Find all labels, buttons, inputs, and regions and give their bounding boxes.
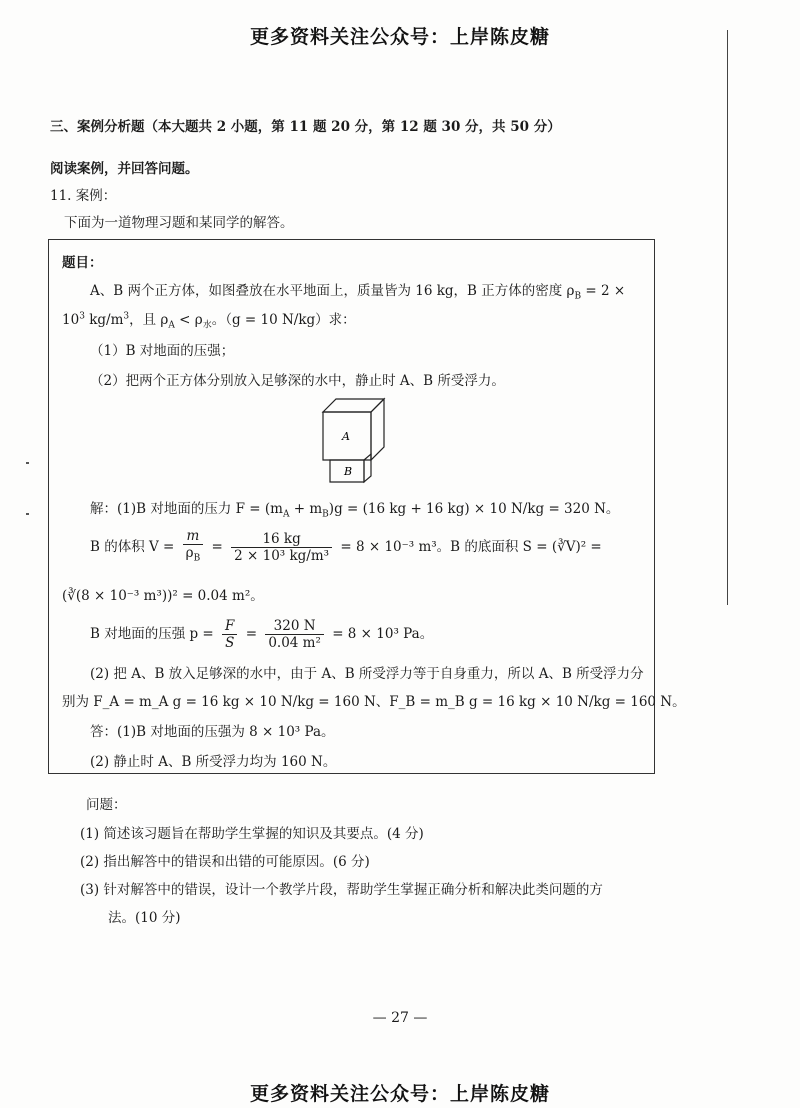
solution-line5: (2) 把 A、B 放入足够深的水中，由于 A、B 所受浮力等于自身重力，所以 A、B 所受浮力分	[90, 666, 644, 682]
question-1: (1) 简述该习题旨在帮助学生掌握的知识及其要点。(4 分)	[80, 826, 424, 842]
cube-b-label: B	[344, 465, 353, 478]
instruction: 阅读案例，并回答问题。	[50, 161, 199, 177]
solution-line3: (∛(8 × 10⁻³ m³))² = 0.04 m²。	[62, 588, 264, 604]
answer-line1: 答：(1)B 对地面的压强为 8 × 10³ Pa。	[90, 724, 335, 740]
right-margin-line	[727, 30, 728, 605]
header-banner: 更多资料关注公众号：上岸陈皮糖	[249, 26, 550, 48]
problem-q1: （1）B 对地面的压强；	[90, 343, 235, 359]
question-3-line2: 法。(10 分)	[108, 910, 181, 926]
stacked-cubes-figure	[318, 394, 388, 484]
question-3-line1: (3) 针对解答中的错误，设计一个教学片段，帮助学生掌握正确分析和解决此类问题的方	[80, 882, 603, 898]
fraction-320n: $\frac{320 N}{\text{0.04 m²}}$	[265, 618, 324, 651]
cube-a-label: A	[342, 430, 350, 443]
page-number: — 27 —	[372, 1010, 428, 1026]
solution-line6: 别为 F_A = m_A g = 16 kg × 10 N/kg = 160 N、F_B = m_B g = 16 kg × 10 N/kg = 160 N。	[62, 694, 686, 710]
case-intro: 下面为一道物理习题和某同学的解答。	[64, 215, 294, 231]
solution-line1: 解：(1)B 对地面的压力 $F = (m_A + m_B)g = (16$ kg + 16 kg) × 10 N/kg = 320 N。	[90, 501, 620, 520]
question-2: (2) 指出解答中的错误和出错的可能原因。(6 分)	[80, 854, 370, 870]
footer-banner: 更多资料关注公众号：上岸陈皮糖	[249, 1083, 550, 1105]
fraction-m-over-rho: $\frac{m}{\rho_B}$	[183, 528, 204, 567]
scan-speck	[26, 462, 29, 464]
fraction-16kg: $\frac{16 kg}{\text{2 × 10³ kg/m³}}$	[231, 531, 332, 564]
problem-stem-line1: A、B 两个正方体，如图叠放在水平地面上，质量皆为 16 kg，B 正方体的密度 $\rho_B = 2$ ×	[90, 283, 626, 302]
answer-line2: (2) 静止时 A、B 所受浮力均为 160 N。	[90, 754, 337, 770]
case-label: 11. 案例：	[50, 188, 117, 204]
section-title: 三、案例分析题（本大题共 2 小题，第 11 题 20 分，第 12 题 30 分，共 50 分）	[50, 119, 561, 135]
questions-heading: 问题：	[86, 797, 127, 813]
problem-heading: 题目：	[62, 255, 103, 271]
problem-stem-line2: $10^3$ $kg/m^3$，且 $\rho_A < \rho_水$。（g = 10 N/kg）求：	[62, 311, 356, 331]
fraction-f-over-s: $\frac{F}{S}$	[222, 618, 237, 651]
solution-line4: B 对地面的压强 p = $\frac{F}{S}$ = $\frac{320 N}{\text{0.04 m²}}$ = 8 × 10³ Pa。	[90, 618, 434, 651]
solution-line2: B 的体积 V = $\frac{m}{\rho_B}$ = $\frac{16 kg}{\text{2 × 10³ kg/m³}}$ = 8 × 10⁻³ m³。B 的底面积 S = (∛V)² =	[90, 528, 602, 567]
problem-q2: （2）把两个正方体分别放入足够深的水中，静止时 A、B 所受浮力。	[90, 373, 505, 389]
scan-speck	[26, 513, 29, 515]
